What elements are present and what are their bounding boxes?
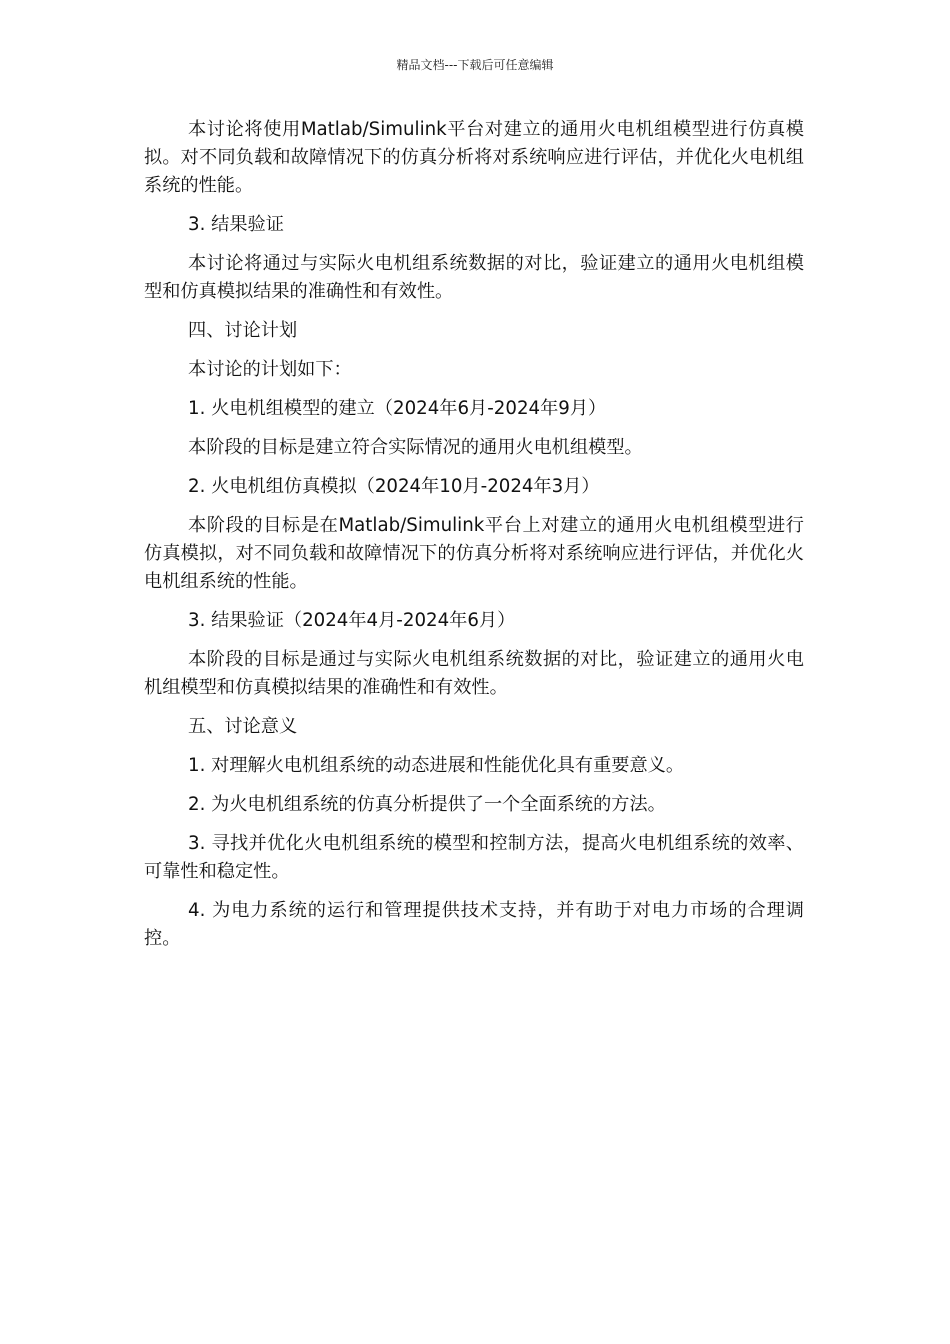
section-heading: 五、讨论意义 — [188, 716, 298, 737]
paragraph: 本阶段的目标是通过与实际火电机组系统数据的对比，验证建立的通用火电机组模型和仿真模拟结果的准确性和有效性。 — [144, 649, 804, 698]
section-heading: 四、讨论计划 — [188, 320, 298, 341]
list-item: 4. 为电力系统的运行和管理提供技术支持，并有助于对电力市场的合理调控。 — [144, 900, 804, 949]
list-item: 1. 对理解火电机组系统的动态进展和性能优化具有重要意义。 — [188, 755, 685, 776]
page-header: 精品文档---下载后可任意编辑 — [396, 58, 554, 72]
paragraph: 本讨论的计划如下： — [188, 359, 352, 380]
document-body — [144, 116, 804, 964]
list-item: 2. 为火电机组系统的仿真分析提供了一个全面系统的方法。 — [188, 794, 666, 815]
paragraph: 本讨论将通过与实际火电机组系统数据的对比，验证建立的通用火电机组模型和仿真模拟结果的准确性和有效性。 — [144, 253, 804, 302]
paragraph: 本阶段的目标是建立符合实际情况的通用火电机组模型。 — [188, 437, 643, 458]
paragraph: 本讨论将使用Matlab/Simulink平台对建立的通用火电机组模型进行仿真模拟。对不同负载和故障情况下的仿真分析将对系统响应进行评估，并优化火电机组系统的性能。 — [144, 119, 804, 196]
plan-item-heading: 2. 火电机组仿真模拟（2024年10月-2024年3月） — [188, 476, 600, 497]
plan-item-heading: 3. 结果验证（2024年4月-2024年6月） — [188, 610, 516, 631]
list-item: 3. 寻找并优化火电机组系统的模型和控制方法，提高火电机组系统的效率、可靠性和稳定性。 — [144, 833, 804, 882]
section-heading: 3. 结果验证 — [188, 214, 284, 235]
plan-item-heading: 1. 火电机组模型的建立（2024年6月-2024年9月） — [188, 398, 607, 419]
paragraph: 本阶段的目标是在Matlab/Simulink平台上对建立的通用火电机组模型进行仿真模拟，对不同负载和故障情况下的仿真分析将对系统响应进行评估，并优化火电机组系统的性能。 — [144, 515, 804, 592]
